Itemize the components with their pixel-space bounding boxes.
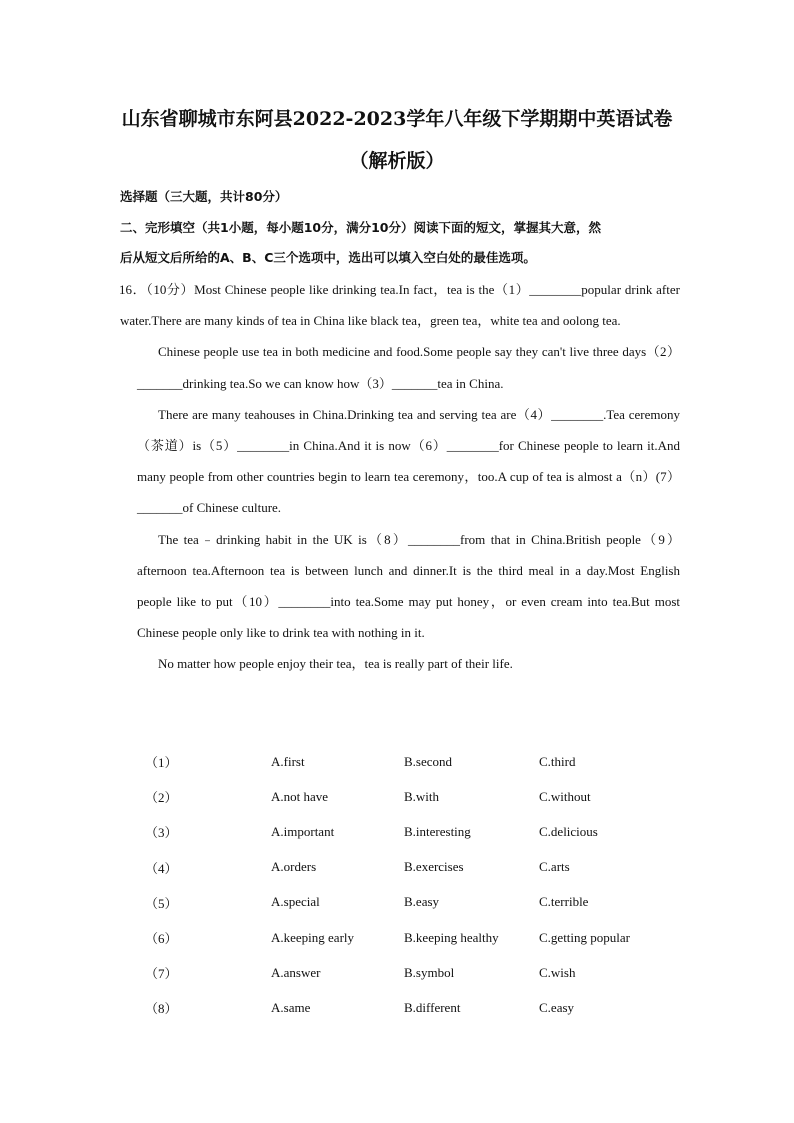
option-c: C.wish bbox=[539, 964, 576, 980]
question-number: 16． bbox=[119, 282, 147, 297]
option-number: （7） bbox=[145, 966, 178, 982]
options-row bbox=[145, 885, 669, 920]
option-number: （1） bbox=[145, 755, 178, 771]
passage-paragraph-2: Chinese people use tea in both medicine and food.Some people say they can't live three days（2）_______drinking tea.So we can know how（3）_______tea in China. bbox=[137, 344, 680, 391]
options-row bbox=[145, 920, 669, 955]
section-heading: 选择题（三大题，共计80分） bbox=[120, 189, 288, 204]
option-number: （8） bbox=[145, 1001, 178, 1017]
options-row bbox=[145, 990, 669, 1025]
option-b: B.with bbox=[404, 788, 440, 804]
paragraph-text: Most Chinese people like drinking tea.In fact，tea is the（1）________popular drink after water.There are many kinds of tea in China like black tea，green tea，white tea and oolong tea. bbox=[120, 282, 680, 329]
option-c: C.easy bbox=[539, 999, 575, 1015]
option-a: A.special bbox=[271, 894, 320, 910]
option-a: A.same bbox=[271, 999, 311, 1015]
option-c: C.arts bbox=[539, 859, 570, 875]
cloze-passage bbox=[120, 274, 680, 680]
option-c: C.delicious bbox=[539, 823, 598, 839]
option-c: C.without bbox=[539, 788, 591, 804]
passage-paragraph-4: The tea﹣drinking habit in the UK is（8）________from that in China.British people（9）afternoon tea.Afternoon tea is between lunch and dinner.It is the third meal in a day.Most English people like to put（10）________into tea.Some may put honey，or even cream into tea.But most Chinese people only like to drink tea with nothing in it. bbox=[137, 531, 680, 641]
option-number: （5） bbox=[145, 895, 178, 911]
option-a: A.first bbox=[271, 753, 305, 769]
option-b: B.symbol bbox=[404, 964, 455, 980]
option-b: B.different bbox=[404, 999, 461, 1015]
part-heading-line2: 后从短文后所给的A、B、C三个选项中，选出可以填入空白处的最佳选项。 bbox=[120, 250, 536, 265]
option-a: A.answer bbox=[271, 964, 321, 980]
option-a: A.keeping early bbox=[271, 929, 355, 945]
question-points: （10分） bbox=[146, 282, 195, 297]
part-heading-line1: 二、完形填空（共1小题，每小题10分，满分10分）阅读下面的短文，掌握其大意，然 bbox=[120, 220, 601, 235]
options-row bbox=[145, 814, 669, 849]
options-row bbox=[145, 744, 669, 779]
option-b: B.keeping healthy bbox=[404, 929, 499, 945]
option-b: B.easy bbox=[404, 894, 440, 910]
option-c: C.third bbox=[539, 753, 576, 769]
option-number: （4） bbox=[145, 860, 178, 876]
option-b: B.second bbox=[404, 753, 453, 769]
option-number: （6） bbox=[145, 931, 178, 947]
options-table bbox=[145, 744, 669, 1026]
document-subtitle: （解析版） bbox=[349, 150, 445, 172]
passage-paragraph-3: There are many teahouses in China.Drinking tea and serving tea are（4）________.Tea ceremony （茶道）is（5）________in China.And it is now（6）________for Chinese people to learn it.And many people from other countries begin to learn tea ceremony，too.A cup of tea is almost a（n）(7）_______of Chinese culture. bbox=[137, 406, 680, 516]
document-title: 山东省聊城市东阿县2022-2023学年八年级下学期期中英语试卷 bbox=[121, 108, 673, 130]
options-row bbox=[145, 779, 669, 814]
option-a: A.orders bbox=[271, 859, 317, 875]
options-row bbox=[145, 955, 669, 990]
option-number: （3） bbox=[145, 825, 178, 841]
option-c: C.terrible bbox=[539, 894, 589, 910]
option-b: B.interesting bbox=[404, 823, 471, 839]
option-b: B.exercises bbox=[404, 859, 464, 875]
option-c: C.getting popular bbox=[539, 929, 630, 945]
passage-paragraph-5: No matter how people enjoy their tea，tea is really part of their life. bbox=[158, 656, 513, 672]
option-number: （2） bbox=[145, 790, 178, 806]
passage-paragraph-1 bbox=[120, 274, 680, 336]
options-row bbox=[145, 850, 669, 885]
option-a: A.not have bbox=[271, 788, 329, 804]
option-a: A.important bbox=[271, 823, 335, 839]
